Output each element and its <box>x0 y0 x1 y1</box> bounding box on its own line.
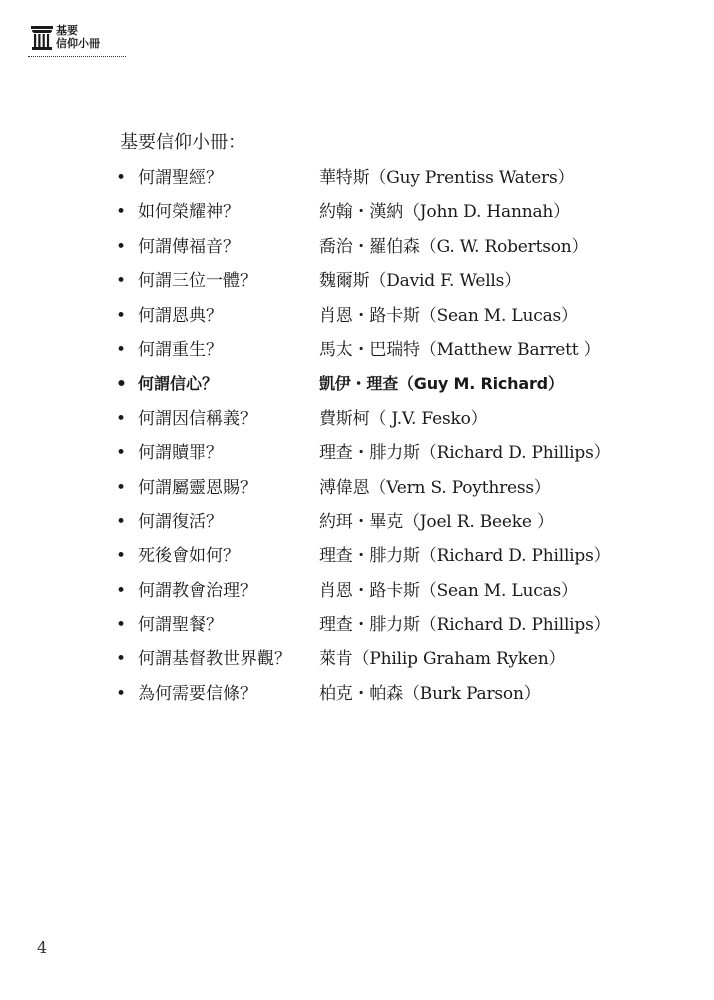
book-author: 肖恩・路卡斯（Sean M. Lucas） <box>319 580 578 601</box>
book-title: 何謂聖餐？ <box>138 615 223 636</box>
bullet-icon: • <box>116 683 127 704</box>
book-title: 何謂復活？ <box>138 511 223 532</box>
list-item <box>116 268 636 302</box>
book-title: 如何榮耀神？ <box>138 202 240 223</box>
bullet-icon: • <box>116 580 127 601</box>
bullet-icon: • <box>116 511 127 532</box>
bullet-icon: • <box>116 339 127 360</box>
book-title: 何謂教會治理？ <box>138 580 257 601</box>
bullet-icon: • <box>116 477 127 498</box>
book-author: 理查・腓力斯（Richard D. Phillips） <box>319 615 611 636</box>
bullet-icon: • <box>116 202 127 223</box>
book-title: 死後會如何？ <box>138 546 240 567</box>
book-author: 理查・腓力斯（Richard D. Phillips） <box>319 546 611 567</box>
book-title: 何謂傳福音？ <box>138 236 240 257</box>
book-author: 約珥・畢克（Joel R. Beeke ） <box>319 511 554 532</box>
book-title: 何謂三位一體？ <box>138 271 257 292</box>
book-title: 何謂重生？ <box>138 339 223 360</box>
book-author: 喬治・羅伯森（G. W. Robertson） <box>319 236 589 257</box>
series-name <box>56 24 100 50</box>
bullet-icon: • <box>116 649 127 670</box>
series-name-line2: 信仰小冊 <box>56 37 100 50</box>
book-title: 何謂信心？ <box>138 374 219 394</box>
book-list <box>116 165 636 715</box>
bullet-icon: • <box>116 305 127 326</box>
book-author: 萊肯（Philip Graham Ryken） <box>319 649 566 670</box>
book-author: 華特斯（Guy Prentiss Waters） <box>319 168 575 188</box>
list-item <box>116 337 636 371</box>
list-item <box>116 165 636 199</box>
list-item <box>116 578 636 612</box>
list-title: 基要信仰小冊： <box>120 132 246 153</box>
book-title: 何謂基督教世界觀？ <box>138 649 291 670</box>
series-name-line1: 基要 <box>56 24 78 37</box>
bullet-icon: • <box>116 168 127 188</box>
book-title: 何謂贖罪？ <box>138 443 223 464</box>
header-divider <box>28 56 126 57</box>
list-item <box>116 199 636 233</box>
series-header <box>28 22 126 62</box>
book-author: 馬太・巴瑞特（Matthew Barrett ） <box>319 339 601 360</box>
list-item <box>116 440 636 474</box>
page-number: 4 <box>37 938 48 957</box>
book-author: 溥偉恩（Vern S. Poythress） <box>319 477 551 498</box>
list-item <box>116 681 636 715</box>
book-author: 理查・腓力斯（Richard D. Phillips） <box>319 443 611 464</box>
list-item <box>116 646 636 680</box>
bullet-icon: • <box>116 443 127 464</box>
list-item <box>116 234 636 268</box>
bullet-icon: • <box>116 271 127 292</box>
book-title: 何謂因信稱義？ <box>138 408 257 429</box>
list-item <box>116 406 636 440</box>
list-item <box>116 303 636 337</box>
list-item-current <box>116 371 636 405</box>
list-item <box>116 475 636 509</box>
book-title: 何謂聖經？ <box>138 168 223 188</box>
bullet-icon: • <box>116 408 127 429</box>
book-title: 為何需要信條？ <box>138 683 257 704</box>
bullet-icon: • <box>116 236 127 257</box>
book-title: 何謂恩典？ <box>138 305 223 326</box>
list-item <box>116 543 636 577</box>
book-author: 魏爾斯（David F. Wells） <box>319 271 521 292</box>
book-author: 約翰・漢納（John D. Hannah） <box>319 202 570 223</box>
book-author: 費斯柯（ J.V. Fesko） <box>319 408 488 429</box>
list-item <box>116 509 636 543</box>
book-author: 柏克・帕森（Burk Parson） <box>319 683 541 704</box>
list-item <box>116 612 636 646</box>
bullet-icon: • <box>116 374 127 395</box>
book-title: 何謂屬靈恩賜？ <box>138 477 257 498</box>
bullet-icon: • <box>116 546 127 567</box>
bullet-icon: • <box>116 615 127 636</box>
book-author: 凱伊・理查（Guy M. Richard） <box>319 374 564 394</box>
book-author: 肖恩・路卡斯（Sean M. Lucas） <box>319 305 578 326</box>
pillar-icon <box>31 26 53 50</box>
